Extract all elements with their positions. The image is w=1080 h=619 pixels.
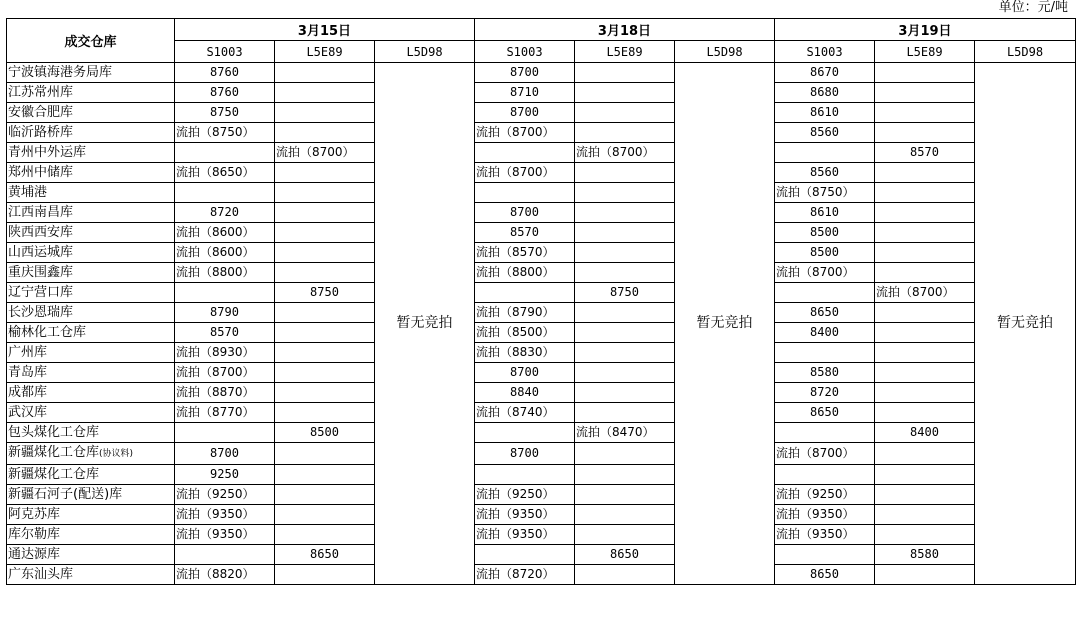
no-bid-cell: 暂无竞拍 — [975, 63, 1076, 585]
price-cell: 流拍（8500） — [475, 323, 575, 343]
price-cell — [575, 323, 675, 343]
table-row — [7, 223, 1076, 243]
price-cell — [275, 403, 375, 423]
price-cell: 流拍（8700） — [775, 443, 875, 465]
price-cell: 流拍（8600） — [175, 243, 275, 263]
warehouse-note: (协议料) — [99, 449, 134, 459]
price-cell: 流拍（8830） — [475, 343, 575, 363]
price-cell — [275, 63, 375, 83]
price-cell — [575, 203, 675, 223]
table-row — [7, 443, 1076, 465]
price-cell: 流拍（8820） — [175, 565, 275, 585]
grade-header: S1003 — [775, 41, 875, 63]
table-row — [7, 203, 1076, 223]
price-cell: 8700 — [475, 63, 575, 83]
price-cell — [875, 63, 975, 83]
price-cell: 8750 — [275, 283, 375, 303]
price-cell: 8580 — [875, 545, 975, 565]
price-cell: 8790 — [175, 303, 275, 323]
price-cell — [575, 183, 675, 203]
no-bid-cell: 暂无竞拍 — [675, 63, 775, 585]
price-cell — [575, 223, 675, 243]
price-cell — [575, 443, 675, 465]
warehouse-name: 安徽合肥库 — [7, 103, 175, 123]
price-cell — [775, 465, 875, 485]
price-cell: 流拍（9350） — [175, 525, 275, 545]
table-row — [7, 363, 1076, 383]
warehouse-name: 库尔勒库 — [7, 525, 175, 545]
warehouse-name: 青岛库 — [7, 363, 175, 383]
warehouse-name: 广东汕头库 — [7, 565, 175, 585]
price-cell: 流拍（8470） — [575, 423, 675, 443]
warehouse-name: 青州中外运库 — [7, 143, 175, 163]
price-cell — [475, 465, 575, 485]
price-cell — [875, 183, 975, 203]
price-cell — [475, 183, 575, 203]
price-cell — [875, 203, 975, 223]
price-cell: 8560 — [775, 123, 875, 143]
warehouse-name: 通达源库 — [7, 545, 175, 565]
price-cell: 流拍（8930） — [175, 343, 275, 363]
warehouse-name: 郑州中储库 — [7, 163, 175, 183]
price-cell — [575, 343, 675, 363]
warehouse-name: 成都库 — [7, 383, 175, 403]
price-cell: 流拍（8720） — [475, 565, 575, 585]
price-cell — [875, 363, 975, 383]
warehouse-name: 榆林化工仓库 — [7, 323, 175, 343]
price-cell — [875, 465, 975, 485]
price-cell — [275, 203, 375, 223]
warehouse-name: 新疆煤化工仓库 — [7, 465, 175, 485]
price-cell — [575, 525, 675, 545]
price-cell: 8570 — [875, 143, 975, 163]
no-bid-cell: 暂无竞拍 — [375, 63, 475, 585]
price-cell: 8750 — [575, 283, 675, 303]
price-cell — [575, 465, 675, 485]
grade-header: S1003 — [175, 41, 275, 63]
grade-header: L5E89 — [575, 41, 675, 63]
price-cell: 流拍（9350） — [175, 505, 275, 525]
price-cell — [275, 163, 375, 183]
price-cell — [775, 143, 875, 163]
price-cell: 8500 — [775, 223, 875, 243]
price-cell: 8700 — [475, 363, 575, 383]
table-row — [7, 63, 1076, 83]
price-cell — [275, 103, 375, 123]
price-cell: 流拍（9350） — [475, 525, 575, 545]
price-cell — [875, 223, 975, 243]
price-cell — [875, 103, 975, 123]
price-cell: 流拍（8740） — [475, 403, 575, 423]
price-cell: 流拍（8700） — [575, 143, 675, 163]
price-cell: 流拍（9350） — [475, 505, 575, 525]
warehouse-name: 山西运城库 — [7, 243, 175, 263]
price-cell — [175, 545, 275, 565]
price-cell — [275, 263, 375, 283]
warehouse-name: 长沙恩瑞库 — [7, 303, 175, 323]
warehouse-name: 陕西西安库 — [7, 223, 175, 243]
table-row — [7, 283, 1076, 303]
grade-header: L5D98 — [975, 41, 1076, 63]
price-cell: 流拍（8700） — [875, 283, 975, 303]
price-cell — [875, 263, 975, 283]
table-row — [7, 565, 1076, 585]
price-cell: 流拍（9250） — [775, 485, 875, 505]
price-cell — [275, 363, 375, 383]
price-cell: 8760 — [175, 63, 275, 83]
price-cell: 8710 — [475, 83, 575, 103]
price-cell: 流拍（8700） — [475, 123, 575, 143]
price-cell: 流拍（8770） — [175, 403, 275, 423]
warehouse-name: 江西南昌库 — [7, 203, 175, 223]
price-cell: 流拍（8790） — [475, 303, 575, 323]
price-cell — [475, 545, 575, 565]
table-body — [7, 63, 1076, 585]
price-cell: 流拍（8700） — [175, 363, 275, 383]
price-cell — [875, 343, 975, 363]
price-cell — [275, 525, 375, 545]
table-row — [7, 303, 1076, 323]
price-cell: 8700 — [175, 443, 275, 465]
price-cell — [575, 83, 675, 103]
warehouse-name: 宁波镇海港务局库 — [7, 63, 175, 83]
price-cell: 8580 — [775, 363, 875, 383]
price-cell — [775, 283, 875, 303]
price-cell: 8700 — [475, 103, 575, 123]
grade-header: L5D98 — [375, 41, 475, 63]
warehouse-name: 包头煤化工仓库 — [7, 423, 175, 443]
price-cell — [575, 505, 675, 525]
price-cell: 流拍（9250） — [475, 485, 575, 505]
price-cell — [875, 485, 975, 505]
price-cell: 8610 — [775, 103, 875, 123]
date-header: 3月18日 — [475, 19, 775, 41]
warehouse-header: 成交仓库 — [7, 19, 175, 63]
warehouse-name: 江苏常州库 — [7, 83, 175, 103]
price-cell: 流拍（8700） — [275, 143, 375, 163]
warehouse-name: 广州库 — [7, 343, 175, 363]
price-cell: 8560 — [775, 163, 875, 183]
price-cell — [575, 485, 675, 505]
warehouse-name: 重庆围鑫库 — [7, 263, 175, 283]
price-cell: 8720 — [775, 383, 875, 403]
price-cell: 流拍（8870） — [175, 383, 275, 403]
table-row — [7, 545, 1076, 565]
price-cell — [875, 163, 975, 183]
grade-header: L5D98 — [675, 41, 775, 63]
price-cell — [175, 143, 275, 163]
price-cell — [875, 505, 975, 525]
warehouse-name: 武汉库 — [7, 403, 175, 423]
price-cell — [275, 383, 375, 403]
price-cell: 流拍（9350） — [775, 505, 875, 525]
price-cell — [575, 63, 675, 83]
price-cell: 流拍（8700） — [475, 163, 575, 183]
price-cell — [175, 423, 275, 443]
price-cell — [575, 263, 675, 283]
price-cell — [575, 243, 675, 263]
price-cell: 流拍（8800） — [475, 263, 575, 283]
price-cell: 流拍（9350） — [775, 525, 875, 545]
price-cell: 8650 — [775, 403, 875, 423]
table-row — [7, 263, 1076, 283]
price-cell — [475, 423, 575, 443]
table-row — [7, 383, 1076, 403]
table-row — [7, 403, 1076, 423]
grade-header: L5E89 — [875, 41, 975, 63]
price-cell — [275, 465, 375, 485]
price-cell — [275, 223, 375, 243]
price-cell: 8670 — [775, 63, 875, 83]
price-cell — [575, 123, 675, 143]
price-cell — [875, 83, 975, 103]
price-cell: 8570 — [175, 323, 275, 343]
table-row — [7, 343, 1076, 363]
price-cell: 流拍（8570） — [475, 243, 575, 263]
table-row — [7, 525, 1076, 545]
grade-header: L5E89 — [275, 41, 375, 63]
price-cell — [575, 163, 675, 183]
price-cell — [275, 123, 375, 143]
price-cell: 8720 — [175, 203, 275, 223]
warehouse-name: 黄埔港 — [7, 183, 175, 203]
price-cell: 8650 — [775, 565, 875, 585]
price-cell: 8500 — [275, 423, 375, 443]
price-cell: 8700 — [475, 203, 575, 223]
price-cell — [875, 443, 975, 465]
table-row — [7, 423, 1076, 443]
price-cell: 流拍（9250） — [175, 485, 275, 505]
table-row — [7, 243, 1076, 263]
price-cell — [275, 505, 375, 525]
price-cell — [275, 565, 375, 585]
warehouse-name: 临沂路桥库 — [7, 123, 175, 143]
price-cell: 8650 — [775, 303, 875, 323]
price-cell: 8400 — [775, 323, 875, 343]
price-cell — [575, 383, 675, 403]
table-row — [7, 485, 1076, 505]
price-cell — [775, 423, 875, 443]
price-cell — [475, 143, 575, 163]
price-cell — [275, 83, 375, 103]
price-cell — [575, 403, 675, 423]
price-cell — [575, 103, 675, 123]
table-row — [7, 163, 1076, 183]
price-cell — [575, 303, 675, 323]
table-row — [7, 323, 1076, 343]
price-cell: 流拍（8650） — [175, 163, 275, 183]
price-cell: 流拍（8750） — [175, 123, 275, 143]
price-cell — [275, 485, 375, 505]
price-cell: 8760 — [175, 83, 275, 103]
warehouse-name: 新疆煤化工仓库(协议料) — [7, 443, 175, 465]
price-cell — [775, 545, 875, 565]
price-cell — [875, 383, 975, 403]
price-cell: 8650 — [275, 545, 375, 565]
price-cell: 流拍（8800） — [175, 263, 275, 283]
price-cell — [575, 565, 675, 585]
unit-label: 单位：元/吨 — [998, 0, 1068, 15]
table-row — [7, 505, 1076, 525]
price-cell: 8840 — [475, 383, 575, 403]
price-cell: 8750 — [175, 103, 275, 123]
price-cell — [275, 243, 375, 263]
price-cell — [875, 323, 975, 343]
price-cell — [875, 403, 975, 423]
price-cell — [875, 525, 975, 545]
warehouse-name: 阿克苏库 — [7, 505, 175, 525]
price-cell — [775, 343, 875, 363]
price-cell: 8650 — [575, 545, 675, 565]
price-cell: 流拍（8700） — [775, 263, 875, 283]
date-header: 3月15日 — [175, 19, 475, 41]
table-row — [7, 103, 1076, 123]
price-cell — [275, 303, 375, 323]
table-row — [7, 83, 1076, 103]
price-cell — [875, 565, 975, 585]
price-cell — [475, 283, 575, 303]
price-cell: 8610 — [775, 203, 875, 223]
price-cell — [175, 183, 275, 203]
price-cell — [275, 343, 375, 363]
table-row — [7, 465, 1076, 485]
price-cell: 8680 — [775, 83, 875, 103]
price-cell — [275, 183, 375, 203]
table-row — [7, 123, 1076, 143]
price-cell: 8500 — [775, 243, 875, 263]
price-cell — [575, 363, 675, 383]
date-header: 3月19日 — [775, 19, 1076, 41]
price-cell: 8700 — [475, 443, 575, 465]
price-cell: 9250 — [175, 465, 275, 485]
price-cell: 8570 — [475, 223, 575, 243]
price-cell: 流拍（8600） — [175, 223, 275, 243]
price-cell: 8400 — [875, 423, 975, 443]
grade-header: S1003 — [475, 41, 575, 63]
table-row — [7, 143, 1076, 163]
warehouse-name: 新疆石河子(配送)库 — [7, 485, 175, 505]
table-row — [7, 183, 1076, 203]
price-cell — [275, 323, 375, 343]
price-cell: 流拍（8750） — [775, 183, 875, 203]
warehouse-name: 辽宁营口库 — [7, 283, 175, 303]
price-cell — [875, 303, 975, 323]
price-cell — [875, 123, 975, 143]
price-cell — [175, 283, 275, 303]
auction-results-table — [6, 18, 1076, 585]
price-cell — [875, 243, 975, 263]
price-cell — [275, 443, 375, 465]
